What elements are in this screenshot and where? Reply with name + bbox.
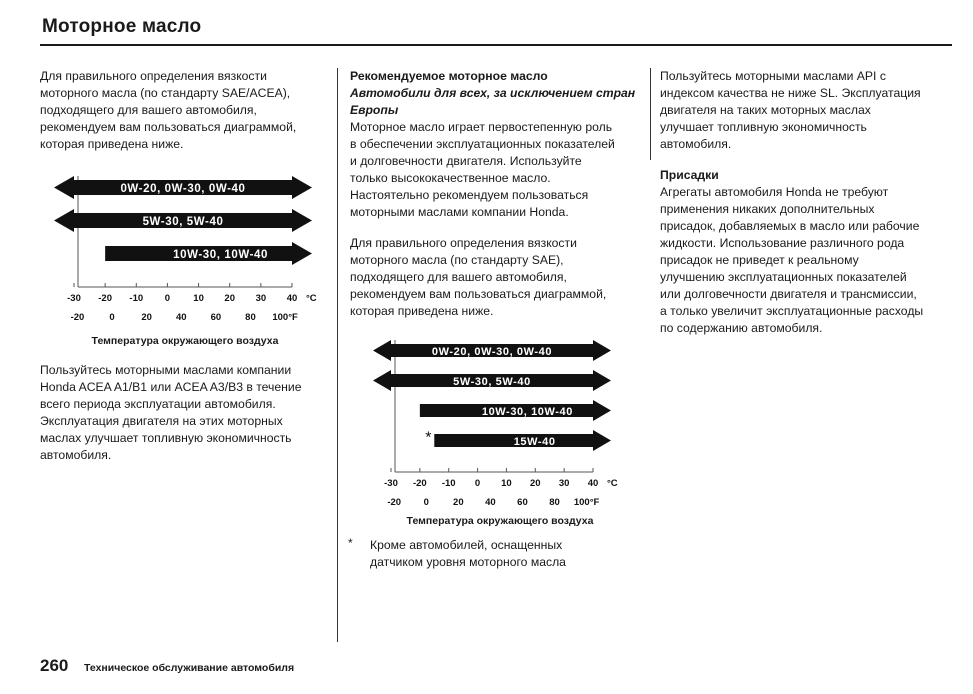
oil-role-line: Моторное масло играет первостепенную роль	[350, 120, 613, 134]
api-line: улучшает топливную экономичность	[660, 120, 867, 134]
footnote-text	[370, 537, 638, 571]
additives-paragraph	[660, 184, 952, 337]
celsius-tick-label: 20	[224, 293, 236, 304]
additives-line: или долговечности двигателя и трансмиссии,	[660, 287, 917, 301]
viscosity-band-label: 5W-30, 5W-40	[453, 376, 531, 388]
intro-line: которая приведена ниже.	[40, 137, 184, 151]
fahrenheit-tick-label: 0	[423, 497, 429, 508]
celsius-unit-label: °C	[306, 293, 317, 304]
oil-role-line: и долговечности двигателя. Используйте	[350, 154, 582, 168]
acea-line: Эксплуатация двигателя на этих моторных	[40, 414, 283, 428]
api-line: индексом качества не ниже SL. Эксплуатация	[660, 86, 921, 100]
intro-line: моторного масла (по стандарту SAE/ACEA),	[40, 86, 291, 100]
title-rule	[40, 44, 952, 46]
viscosity-paragraph	[350, 235, 645, 320]
fahrenheit-tick-label: 60	[517, 497, 528, 508]
footnote-marker: *	[348, 536, 353, 550]
recommended-oil-heading: Рекомендуемое моторное масло	[350, 69, 548, 83]
oil-role-line: Настоятельно рекомендуем пользоваться	[350, 188, 589, 202]
fahrenheit-tick-label: 20	[141, 312, 152, 323]
acea-line: Пользуйтесь моторными маслами компании	[40, 363, 292, 377]
subheading-line: Автомобили для всех, за исключением стран	[350, 86, 636, 100]
api-line: Пользуйтесь моторными маслами API с	[660, 69, 886, 83]
acea-line: маслах улучшает топливную экономичность	[40, 431, 292, 445]
viscosity-band-label: 15W-40	[513, 436, 556, 448]
viscosity-line: моторного масла (по стандарту SAE),	[350, 253, 564, 267]
viscosity-line: которая приведена ниже.	[350, 304, 494, 318]
left-column-after-chart	[40, 362, 328, 464]
middle-column	[350, 68, 645, 320]
celsius-tick-label: -20	[98, 293, 113, 304]
fahrenheit-tick-label: -20	[387, 497, 402, 508]
fahrenheit-tick-label: 20	[453, 497, 464, 508]
fahrenheit-tick-label: 60	[210, 312, 222, 323]
additives-line: Агрегаты автомобиля Honda не требуют	[660, 185, 889, 199]
right-column	[660, 68, 952, 337]
api-line: двигателя на таких моторных маслах	[660, 103, 871, 117]
column-divider-1	[337, 68, 338, 642]
viscosity-line: подходящего для вашего автомобиля,	[350, 270, 567, 284]
oil-role-line: моторными маслами компании Honda.	[350, 205, 569, 219]
celsius-tick-label: 20	[529, 478, 541, 489]
viscosity-band-label: 10W-30, 10W-40	[481, 406, 573, 418]
viscosity-band-label: 5W-30, 5W-40	[142, 216, 224, 228]
celsius-tick-label: -10	[441, 478, 456, 489]
viscosity-band-label: 0W-20, 0W-30, 0W-40	[120, 183, 246, 195]
acea-paragraph	[40, 362, 328, 464]
footnote-line: датчиком уровня моторного масла	[370, 555, 566, 569]
additives-line: улучшению эксплуатационных показателей	[660, 270, 907, 284]
celsius-tick-label: 40	[587, 478, 599, 489]
viscosity-chart-1-svg	[40, 170, 330, 330]
band-footnote-marker: *	[425, 429, 432, 447]
chart-1-xlabel: Температура окружающего воздуха	[91, 335, 279, 347]
intro-paragraph	[40, 68, 328, 153]
fahrenheit-tick-label: 0	[109, 312, 115, 323]
intro-line: Для правильного определения вязкости	[40, 69, 267, 83]
intro-line: рекомендуем вам пользоваться диаграммой,	[40, 120, 297, 134]
celsius-tick-label: 0	[164, 293, 171, 304]
celsius-tick-label: 10	[501, 478, 512, 489]
fahrenheit-tick-label: 100°F	[272, 312, 298, 323]
chart-2-xlabel: Температура окружающего воздуха	[406, 515, 594, 527]
viscosity-band-label: 10W-30, 10W-40	[173, 249, 269, 261]
celsius-tick-label: 40	[286, 293, 298, 304]
celsius-tick-label: -30	[67, 293, 81, 304]
viscosity-chart-2	[365, 335, 635, 535]
additives-line: присадок не приведет к реальному	[660, 253, 859, 267]
page-title: Моторное масло	[42, 16, 202, 37]
viscosity-chart-1	[40, 170, 330, 350]
acea-line: Honda ACEA A1/B1 или ACEA A3/B3 в течение	[40, 380, 302, 394]
page-number: 260	[40, 656, 69, 675]
api-line: автомобиля.	[660, 137, 732, 151]
celsius-tick-label: 10	[193, 293, 204, 304]
region-subheading	[350, 85, 645, 119]
celsius-tick-label: 30	[255, 293, 267, 304]
fahrenheit-tick-label: 40	[175, 312, 187, 323]
additives-line: а только увеличит эксплуатационные расходы	[660, 304, 924, 318]
additives-line: применения никаких дополнительных	[660, 202, 875, 216]
celsius-tick-label: -10	[129, 293, 144, 304]
footnote	[348, 537, 638, 571]
celsius-tick-label: 0	[474, 478, 481, 489]
viscosity-line: Для правильного определения вязкости	[350, 236, 577, 250]
celsius-tick-label: 30	[558, 478, 570, 489]
viscosity-line: рекомендуем вам пользоваться диаграммой,	[350, 287, 607, 301]
fahrenheit-tick-label: 40	[485, 497, 496, 508]
api-paragraph	[660, 68, 952, 153]
celsius-tick-label: -20	[412, 478, 427, 489]
footnote-line: Кроме автомобилей, оснащенных	[370, 538, 563, 552]
fahrenheit-tick-label: 80	[549, 497, 560, 508]
additives-heading: Присадки	[660, 168, 719, 182]
fahrenheit-tick-label: -20	[70, 312, 85, 323]
acea-line: автомобиля.	[40, 448, 112, 462]
subheading-line: Европы	[350, 103, 399, 117]
celsius-unit-label: °C	[607, 478, 618, 489]
oil-role-line: только высококачественное масло.	[350, 171, 551, 185]
viscosity-band-label: 0W-20, 0W-30, 0W-40	[431, 346, 553, 358]
additives-line: присадок, добавляемых в масло или рабочие	[660, 219, 920, 233]
oil-role-paragraph	[350, 119, 645, 221]
intro-line: подходящего для вашего автомобиля,	[40, 103, 257, 117]
left-column	[40, 68, 328, 153]
acea-line: всего периода эксплуатации автомобиля.	[40, 397, 276, 411]
viscosity-chart-2-svg	[365, 335, 635, 510]
fahrenheit-tick-label: 100°F	[573, 497, 600, 508]
additives-line: жидкости. Использование различного рода	[660, 236, 905, 250]
column-divider-2	[650, 68, 651, 160]
oil-role-line: в обеспечении эксплуатационных показателей	[350, 137, 615, 151]
celsius-tick-label: -30	[384, 478, 398, 489]
additives-line: по содержанию автомобиля.	[660, 321, 823, 335]
footer-section-title: Техническое обслуживание автомобиля	[84, 662, 295, 674]
fahrenheit-tick-label: 80	[245, 312, 256, 323]
